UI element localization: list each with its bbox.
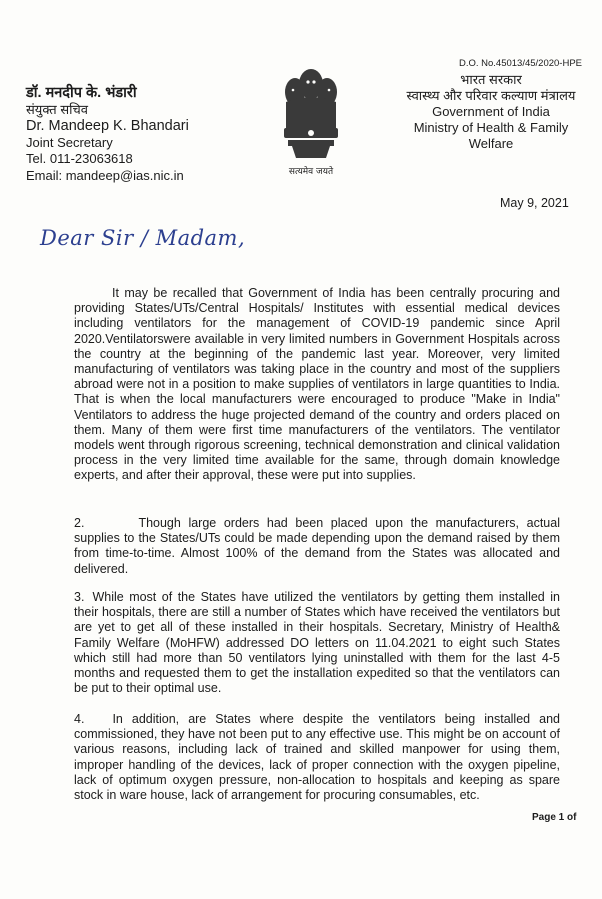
sender-designation-hindi: संयुक्त सचिव <box>26 101 88 117</box>
paragraph-3-number: 3. <box>74 590 85 604</box>
paragraph-4-text: In addition, are States where despite the ventilators being installed and commissioned, they have not been put to any effective use. This might be on account of various reasons, including lack of trained and skilled manpower for using them, improper handling of the devices, lack of proper connection with the oxygen pipeline, lack of optimum oxygen pressure, non-allocation to hospitals and keeping as spare stock in ware house, lack of arrangement for procuring consumables, etc. <box>74 712 560 803</box>
letter-date: May 9, 2021 <box>500 196 569 210</box>
national-emblem-icon <box>278 62 344 172</box>
paragraph-1: It may be recalled that Government of India has been centrally procuring and providing States/UTs/Central Hospitals/ Institutes with essential medical devices including ventilators for the management of COVID-19 pandemic since April 2020.Ventilatorswere available in very limited numbers in Government Hospitals across the country at the beginning of the pandemic last year. Moreover, very limited manufacturing of ventilators was taking place in the country and most of the suppliers abroad were not in a position to make supplies of ventilators in large quantities to India. That is when the local manufacturers were encouraged to produce "Make in India" Ventilators to address the huge projected demand of the country and orders placed on them. Many of them were first time manufacturers of the ventilators. The ventilator models went through rigorous screening, technical demonstration and clinical validation process in the very limited time available for the same, through domain knowledge experts, and after their approval, these were put into supplies. <box>74 286 560 483</box>
sender-name: Dr. Mandeep K. Bhandari <box>26 118 189 135</box>
do-reference: D.O. No.45013/45/2020-HPE <box>458 58 582 69</box>
ministry-line1: Ministry of Health & Family <box>413 120 569 135</box>
sender-name-hindi: डॉ. मनदीप के. भंडारी <box>26 85 137 101</box>
govt-english: Government of India <box>432 104 550 119</box>
paragraph-4 <box>74 712 560 803</box>
page-number: Page 1 of <box>532 812 577 823</box>
sender-email: Email: mandeep@ias.nic.in <box>26 167 184 183</box>
sender-tel: Tel. 011-23063618 <box>26 151 133 167</box>
paragraph-3-text: While most of the States have utilized the ventilators by getting them installed in their hospitals, there are still a number of States which have received the ventilators but are yet to get all of these installed in their hospitals. Secretary, Ministry of Health& Family Welfare (MoHFW) addressed DO letters on 11.04.2021 to eight such States which still had more than 50 ventilators lying uninstalled with them for the last 4-5 months and requested them to get the installation expedited so that the ventilators can be put to their optimal use. <box>74 590 560 696</box>
ministry-hindi: स्वास्थ्य और परिवार कल्याण मंत्रालय <box>406 88 576 103</box>
paragraph-2-text: Though large orders had been placed upon the manufacturers, actual supplies to the States/UTs could be made depending upon the demand raised by them from time-to-time. Almost 100% of the demand from the States was allocated and delivered. <box>74 516 560 576</box>
govt-hindi: भारत सरकार <box>460 72 522 87</box>
office-block <box>396 56 586 152</box>
ministry-line2: Welfare <box>468 136 514 151</box>
paragraph-2-number: 2. <box>74 516 85 530</box>
emblem-motto: सत्यमेव जयते <box>288 167 334 177</box>
sender-designation: Joint Secretary <box>26 134 113 150</box>
paragraph-2 <box>74 516 560 577</box>
paragraph-3 <box>74 590 560 696</box>
salutation: Dear Sir / Madam, <box>40 226 246 250</box>
sender-block <box>26 85 189 185</box>
paragraph-4-number: 4. <box>74 712 85 726</box>
